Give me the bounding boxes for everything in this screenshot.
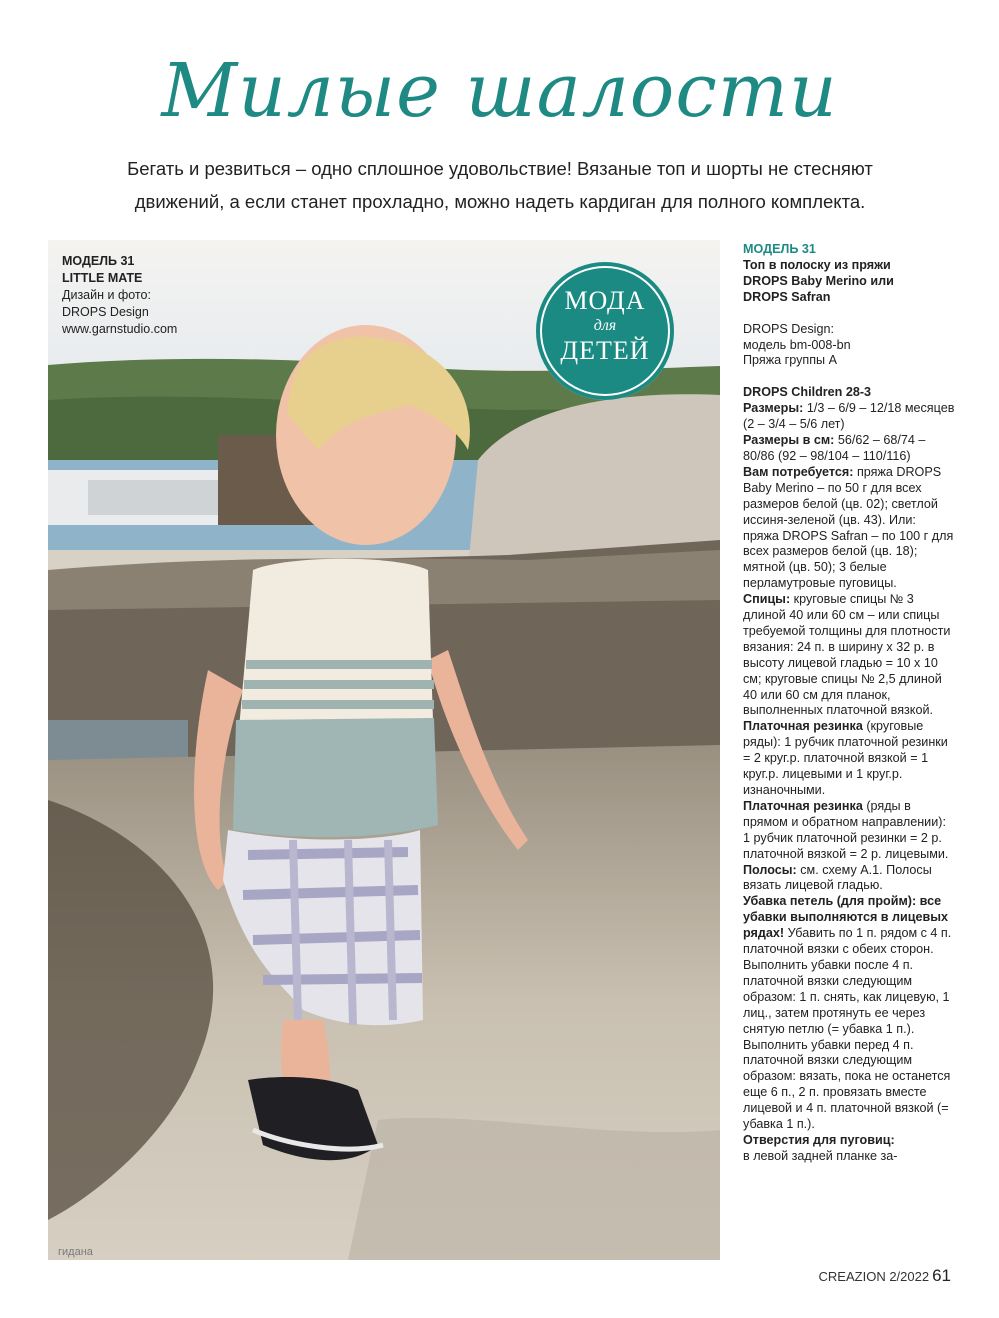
column-meta-3: Пряжа группы А — [743, 353, 838, 368]
buttonholes-label: Отверстия для пуговиц: — [743, 1132, 895, 1147]
credit-model-name: LITTLE MATE — [62, 271, 143, 285]
garter-rib-rows-text: (ряды в прямом и обратном направлении): 1 рубчик платочной резинки = 2 р. платочной вязкой = 2 р. лицевыми. — [743, 798, 949, 861]
lead-line-1: Бегать и резвиться – одно сплошное удовольствие! Вязаные топ и шорты не стесняют — [127, 158, 873, 179]
column-meta-2: модель bm-008-bn — [743, 337, 851, 352]
column-heading: МОДЕЛЬ 31 — [743, 242, 816, 256]
buttonholes-text: в левой задней планке за- — [743, 1148, 898, 1163]
garter-rib-rows-label: Платочная резинка — [743, 798, 863, 813]
materials-text: пряжа DROPS Baby Merino – по 50 г для всех размеров белой (цв. 02); светлой иссиня-зеленой (цв. 43). Или: пряжа DROPS Safran – по 100 г для всех размеров белой (цв. 18); мятной (цв. 50); 3 белые перламутровые пуговицы. — [743, 464, 954, 591]
decrease-label: Убавка петель (для пройм): все убавки выполняются в лицевых рядах! — [743, 894, 949, 941]
decrease-paragraph-2: Выполнить убавки перед 4 п. платочной вязки следующим образом: вязать, пока не останется еще 6 п., 2 п. провязать вместе лицевой и 4 п. платочной вязкой (= убавка 1 п.). — [743, 1037, 951, 1132]
instructions-column — [743, 242, 955, 1165]
needles-label: Спицы: — [743, 592, 791, 607]
column-subtitle-1: Топ в полоску из пряжи — [743, 257, 891, 272]
watermark: гидана — [58, 1246, 93, 1258]
sizes-cm-text: 56/62 – 68/74 – 80/86 (92 – 98/104 – 110/116) — [743, 433, 926, 463]
magazine-issue: CREAZION 2/2022 — [818, 1269, 930, 1284]
sizes-cm-label: Размеры в см: — [743, 433, 835, 448]
badge-line-1: МОДА — [564, 286, 646, 315]
credit-designer: DROPS Design — [62, 305, 149, 319]
credit-website: www.garnstudio.com — [62, 322, 178, 336]
materials-paragraph — [743, 465, 955, 592]
buttonholes-paragraph — [743, 1133, 955, 1149]
garter-rib-round-label: Платочная резинка — [743, 719, 863, 734]
stripes-label: Полосы: — [743, 862, 797, 877]
garter-rib-round-text: (круговые ряды): 1 рубчик платочной резинки = 2 круг.р. платочной вязкой = 1 круг.р. лицевыми и 1 круг.р. изнаночными. — [743, 719, 948, 797]
column-subtitle-3: DROPS Safran — [743, 289, 831, 304]
decrease-text: Убавить по 1 п. рядом с 4 п. платочной вязки с обеих сторон. Выполнить убавки после 4 п. платочной вязки следующим образом: 1 п. снять, как лицевую, 1 лиц., затем протянуть ее через снятую петлю (= убавка 1 п.). — [743, 926, 952, 1036]
needles-paragraph — [743, 592, 955, 719]
column-subtitle-2: DROPS Baby Merino или — [743, 273, 894, 288]
badge-line-3: ДЕТЕЙ — [560, 336, 650, 365]
materials-label: Вам потребуется: — [743, 464, 854, 479]
pattern-code: DROPS Children 28-3 — [743, 385, 872, 400]
sizes-cm-paragraph — [743, 433, 955, 465]
sizes-paragraph — [743, 401, 955, 433]
stripes-paragraph — [743, 863, 955, 895]
sizes-text: 1/3 – 6/9 – 12/18 месяцев (2 – 3/4 – 5/6 лет) — [743, 401, 955, 432]
fashion-for-kids-badge — [536, 262, 674, 400]
page-footer — [819, 1266, 951, 1286]
needles-text: круговые спицы № 3 длиной 40 или 60 см – или спицы требуемой толщины для плотности вязания: 24 п. в ширину х 32 р. в высоту лицевой гладью = 10 х 10 см; круговые спицы № 2,5 длиной 40 или 60 см для планок, выполненных платочной вязкой. — [743, 592, 951, 718]
sizes-label: Размеры: — [743, 401, 804, 416]
lead-paragraph — [60, 152, 940, 218]
photo-credit — [62, 253, 177, 338]
credit-design-label: Дизайн и фото: — [62, 288, 151, 302]
decrease-paragraph — [743, 894, 955, 1037]
page-number: 61 — [932, 1266, 951, 1285]
stripes-text: см. схему А.1. Полосы вязать лицевой гладью. — [743, 862, 932, 893]
garter-rib-round-paragraph — [743, 719, 955, 799]
page-title: Милые шалости — [161, 48, 838, 134]
garter-rib-rows-paragraph — [743, 799, 955, 863]
badge-line-2: для — [593, 317, 617, 334]
column-meta-1: DROPS Design: — [743, 321, 834, 336]
lead-line-2: движений, а если станет прохладно, можно надеть кардиган для полного комплекта. — [134, 191, 866, 212]
credit-model: МОДЕЛЬ 31 — [62, 254, 135, 268]
